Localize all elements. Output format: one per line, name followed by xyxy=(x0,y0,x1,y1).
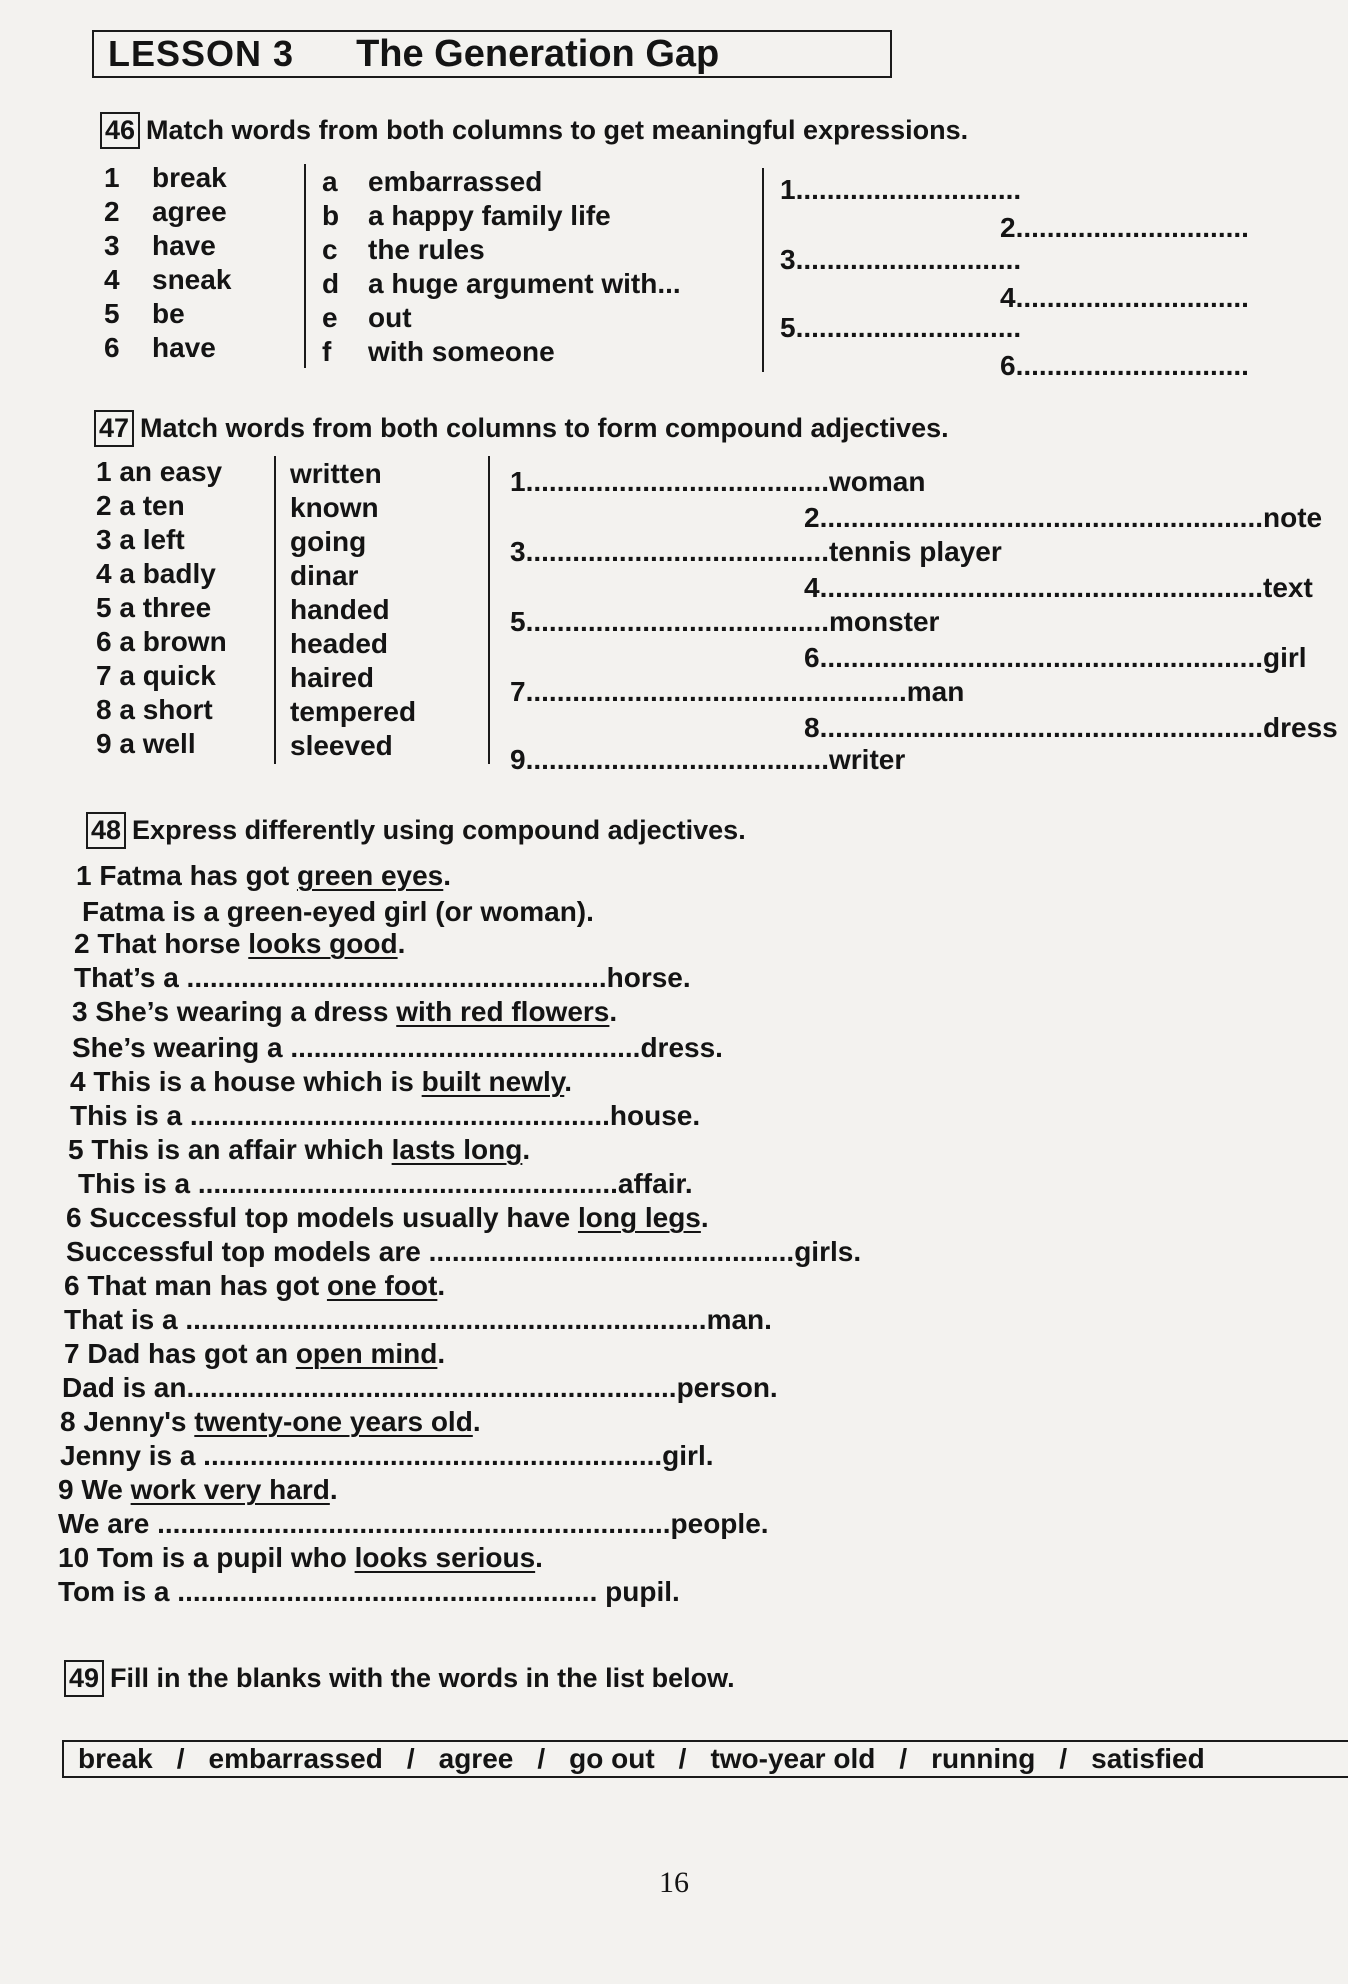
ex47-answer-number: 6 xyxy=(804,642,820,673)
ex46-right-letter: a xyxy=(322,166,338,197)
ex47-right-item: handed xyxy=(290,594,390,625)
exercise-47-heading xyxy=(94,410,949,447)
ex48-sentence: 1 Fatma has got green eyes. xyxy=(76,860,452,891)
ex46-right-word: a happy family life xyxy=(368,200,611,231)
exercise-46-instruction: Match words from both columns to get meaningful expressions. xyxy=(146,115,969,145)
ex46-right-word: a huge argument with... xyxy=(368,268,681,299)
ex47-answer-number: 3 xyxy=(510,536,526,567)
word-list-item: two-year old xyxy=(710,1743,876,1774)
ex48-sentence: 4 This is a house which is built newly. xyxy=(70,1066,573,1097)
ex46-left-number: 1 xyxy=(104,162,120,193)
ex47-answer-noun: dress xyxy=(1263,712,1338,743)
exercise-46-number: 46 xyxy=(100,112,140,149)
ex48-sentence: 2 That horse looks good. xyxy=(74,928,406,959)
ex47-answer-line[interactable] xyxy=(804,642,1307,674)
ex47-left-item: 4 a badly xyxy=(96,558,216,589)
ex48-sentence: 8 Jenny's twenty-one years old. xyxy=(60,1406,481,1437)
ex48-answer[interactable]: She’s wearing a .............................................dress. xyxy=(72,1032,723,1063)
ex48-sentence: 7 Dad has got an open mind. xyxy=(64,1338,446,1369)
word-separator: / xyxy=(1059,1743,1068,1774)
underlined-phrase: green eyes xyxy=(296,860,444,891)
ex47-answer-dots: ......................................................... xyxy=(819,642,1263,673)
word-separator: / xyxy=(899,1743,908,1774)
lesson-label: LESSON 3 xyxy=(108,33,295,74)
ex47-answer-line[interactable] xyxy=(510,744,905,776)
underlined-phrase: built newly xyxy=(421,1066,565,1097)
ex47-answer-line[interactable] xyxy=(510,676,964,708)
ex46-right-word: the rules xyxy=(368,234,485,265)
word-list-item: go out xyxy=(569,1743,655,1774)
exercise-47-instruction: Match words from both columns to form compound adjectives. xyxy=(140,413,949,443)
underlined-phrase: twenty-one years old xyxy=(194,1406,473,1437)
underlined-phrase: looks serious xyxy=(354,1542,536,1573)
underlined-phrase: one foot xyxy=(326,1270,438,1301)
ex48-sentence: 5 This is an affair which lasts long. xyxy=(68,1134,531,1165)
ex46-right-word: embarrassed xyxy=(368,166,543,197)
exercise-46-heading xyxy=(100,112,968,149)
word-separator: / xyxy=(678,1743,687,1774)
ex47-column-divider xyxy=(274,456,276,764)
exercise-49-number: 49 xyxy=(64,1660,104,1697)
ex47-answer-noun: text xyxy=(1263,572,1313,603)
ex47-right-item: haired xyxy=(290,662,375,693)
underlined-phrase: looks good xyxy=(248,928,398,959)
ex46-right-letter: c xyxy=(322,234,338,265)
ex47-answer-number: 7 xyxy=(510,676,526,707)
word-separator: / xyxy=(406,1743,415,1774)
underlined-phrase: long legs xyxy=(577,1202,701,1233)
ex47-right-item: dinar xyxy=(290,560,359,591)
ex46-right-letter: e xyxy=(322,302,338,333)
ex48-sentence: 6 Successful top models usually have long legs. xyxy=(66,1202,709,1233)
ex47-left-item: 7 a quick xyxy=(96,660,216,691)
word-list-item: embarrassed xyxy=(208,1743,383,1774)
ex47-answer-number: 4 xyxy=(804,572,820,603)
ex47-right-item: known xyxy=(290,492,379,523)
ex46-left-word: be xyxy=(152,298,185,329)
ex48-answer[interactable]: This is a ......................................................house. xyxy=(70,1100,701,1131)
ex47-answer-line[interactable] xyxy=(804,712,1338,744)
ex46-right-letter: b xyxy=(322,200,340,231)
page-number: 16 xyxy=(659,1866,689,1899)
ex46-right-letter: f xyxy=(322,336,332,367)
ex47-right-item: going xyxy=(290,526,367,557)
ex48-answer[interactable]: That is a ...................................................................man. xyxy=(64,1304,772,1335)
ex47-answer-number: 2 xyxy=(804,502,820,533)
ex46-right-word: out xyxy=(368,302,412,333)
underlined-phrase: lasts long xyxy=(391,1134,523,1165)
ex46-answer-line[interactable]: 5............................. xyxy=(780,312,1022,343)
ex46-left-word: sneak xyxy=(152,264,232,295)
ex47-answer-dots: ......................................................... xyxy=(819,502,1263,533)
ex47-answer-noun: note xyxy=(1263,502,1323,533)
exercise-48-number: 48 xyxy=(86,812,126,849)
lesson-header xyxy=(92,30,892,78)
lesson-title: The Generation Gap xyxy=(356,32,720,75)
word-list-box xyxy=(62,1740,1348,1778)
ex47-answer-line[interactable] xyxy=(510,536,1002,568)
underlined-phrase: with red flowers xyxy=(396,996,610,1027)
word-list-item: break xyxy=(78,1743,153,1774)
ex48-answer: Fatma is a green-eyed girl (or woman). xyxy=(82,896,594,927)
ex48-sentence: 6 That man has got one foot. xyxy=(64,1270,446,1301)
ex47-answer-number: 9 xyxy=(510,744,526,775)
ex47-answer-dots: ................................................. xyxy=(525,676,907,707)
ex46-column-divider xyxy=(304,164,306,368)
exercise-47-number: 47 xyxy=(94,410,134,447)
ex46-left-number: 6 xyxy=(104,332,120,363)
ex46-answer-line[interactable]: 4.............................. xyxy=(1000,282,1249,313)
ex46-answer-line[interactable]: 3............................. xyxy=(780,244,1022,275)
ex46-left-word: break xyxy=(152,162,227,193)
ex47-answer-dots: ....................................... xyxy=(525,744,829,775)
ex48-answer[interactable]: Successful top models are ...............................................girls. xyxy=(66,1236,862,1267)
ex47-answer-noun: man xyxy=(906,676,965,707)
exercise-48-instruction: Express differently using compound adjectives. xyxy=(132,815,746,845)
ex46-answer-line[interactable]: 1............................. xyxy=(780,174,1022,205)
ex47-left-item: 3 a left xyxy=(96,524,185,555)
ex47-answer-noun: girl xyxy=(1263,642,1307,673)
exercise-49-heading xyxy=(64,1660,735,1697)
ex47-answer-dots: ....................................... xyxy=(525,536,829,567)
ex48-answer[interactable]: This is a ......................................................affair. xyxy=(78,1168,693,1199)
exercise-48-heading xyxy=(86,812,746,849)
ex46-answer-line[interactable]: 6.............................. xyxy=(1000,350,1249,381)
exercise-49-instruction: Fill in the blanks with the words in the list below. xyxy=(110,1663,735,1693)
ex48-answer[interactable]: We are ..................................................................people. xyxy=(58,1508,769,1539)
ex46-left-word: have xyxy=(152,332,216,363)
ex47-right-item: written xyxy=(290,458,382,489)
ex46-left-number: 3 xyxy=(104,230,120,261)
underlined-phrase: open mind xyxy=(295,1338,438,1369)
ex47-left-item: 2 a ten xyxy=(96,490,185,521)
ex47-answer-noun: writer xyxy=(828,744,906,775)
ex47-answer-number: 1 xyxy=(510,466,526,497)
ex46-right-word: with someone xyxy=(368,336,555,367)
ex48-sentence: 9 We work very hard. xyxy=(58,1474,338,1505)
ex48-answer[interactable]: That’s a ......................................................horse. xyxy=(74,962,691,993)
ex47-right-item: tempered xyxy=(290,696,417,727)
word-separator: / xyxy=(537,1743,546,1774)
ex47-answer-line[interactable] xyxy=(510,606,939,638)
ex47-left-item: 9 a well xyxy=(96,728,196,759)
ex48-answer[interactable]: Jenny is a ...........................................................girl. xyxy=(60,1440,714,1471)
ex46-left-number: 4 xyxy=(104,264,120,295)
ex48-sentence: 3 She’s wearing a dress with red flowers. xyxy=(72,996,618,1027)
ex46-left-word: have xyxy=(152,230,216,261)
ex47-left-item: 1 an easy xyxy=(96,456,223,487)
ex47-left-item: 5 a three xyxy=(96,592,212,623)
ex46-left-number: 2 xyxy=(104,196,120,227)
underlined-phrase: work very hard xyxy=(130,1474,330,1505)
ex48-sentence: 10 Tom is a pupil who looks serious. xyxy=(58,1542,543,1573)
ex48-answer[interactable]: Tom is a ...................................................... pupil. xyxy=(58,1576,680,1607)
ex47-right-item: sleeved xyxy=(290,730,393,761)
ex46-left-number: 5 xyxy=(104,298,120,329)
ex46-answer-line[interactable]: 2.............................. xyxy=(1000,212,1249,243)
word-list-item: satisfied xyxy=(1091,1743,1205,1774)
ex47-left-item: 6 a brown xyxy=(96,626,227,657)
ex47-answer-line[interactable] xyxy=(804,572,1313,604)
ex47-answer-divider xyxy=(488,456,490,764)
ex47-answer-noun: monster xyxy=(828,606,940,637)
ex47-right-item: headed xyxy=(290,628,389,659)
ex47-answer-number: 5 xyxy=(510,606,526,637)
ex46-left-word: agree xyxy=(152,196,227,227)
ex47-answer-dots: ......................................................... xyxy=(819,572,1263,603)
ex47-answer-dots: ....................................... xyxy=(525,606,829,637)
word-list-item: running xyxy=(931,1743,1036,1774)
word-list-item: agree xyxy=(438,1743,514,1774)
ex47-answer-noun: tennis player xyxy=(828,536,1002,567)
ex47-answer-line[interactable] xyxy=(510,466,925,498)
ex46-right-letter: d xyxy=(322,268,340,299)
ex47-answer-noun: woman xyxy=(828,466,926,497)
ex47-left-item: 8 a short xyxy=(96,694,213,725)
ex47-answer-dots: ....................................... xyxy=(525,466,829,497)
ex47-answer-line[interactable] xyxy=(804,502,1322,534)
ex48-answer[interactable]: Dad is an...............................................................person. xyxy=(62,1372,778,1403)
ex47-answer-number: 8 xyxy=(804,712,820,743)
ex47-answer-dots: ......................................................... xyxy=(819,712,1263,743)
ex46-answer-divider xyxy=(762,168,764,372)
word-separator: / xyxy=(176,1743,185,1774)
